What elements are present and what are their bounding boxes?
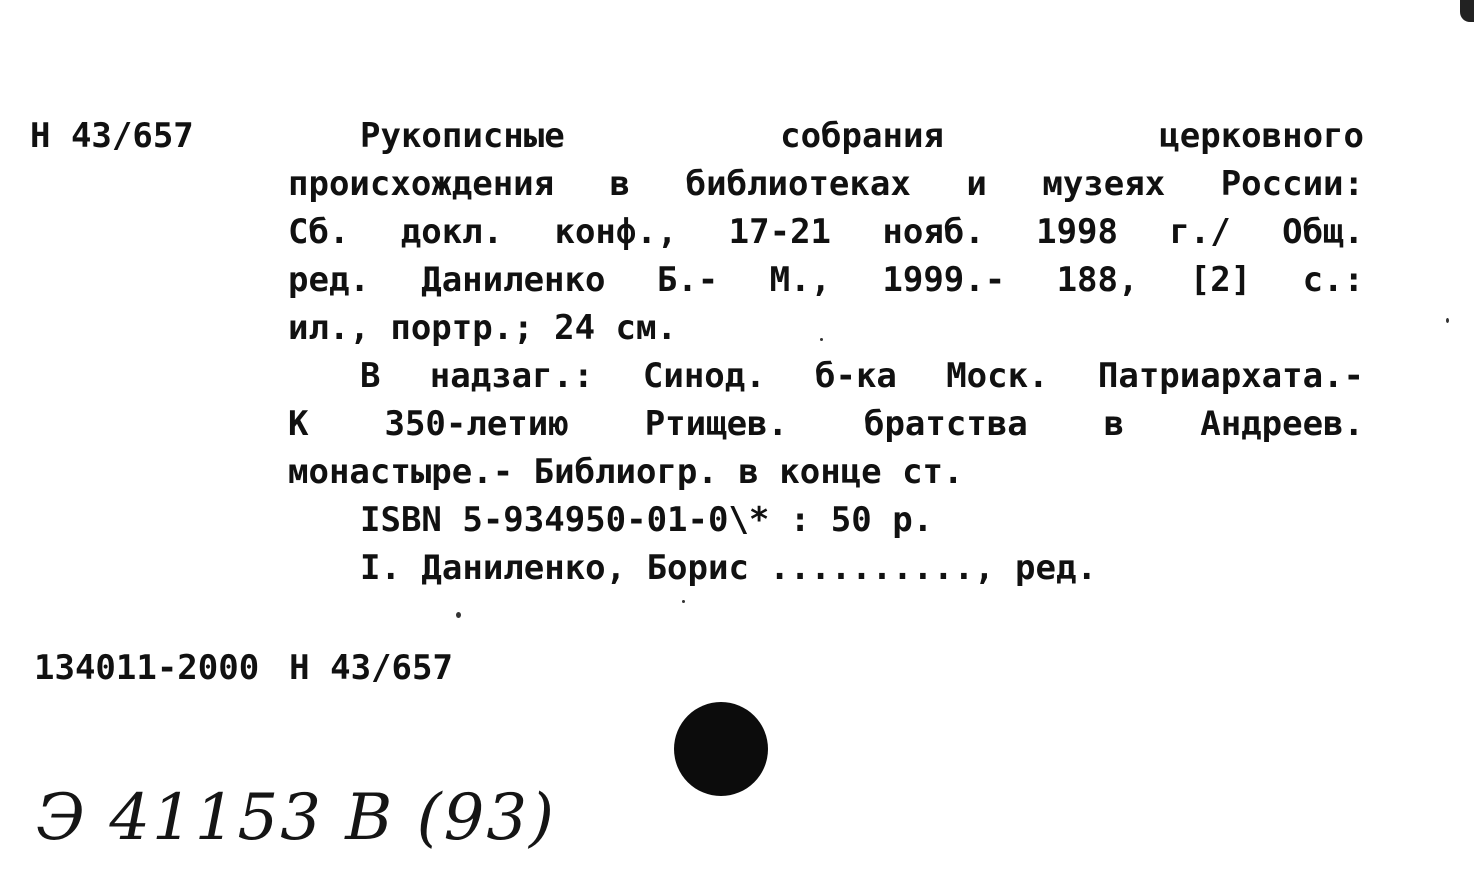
footer-shelfmark: Н 43/657	[289, 648, 453, 688]
entry-line-title-cont: происхождения в библиотеках и музеях России:	[288, 164, 1364, 204]
entry-line-title-start: Рукописные собрания церковного	[360, 116, 1364, 156]
bibliographic-entry	[288, 112, 1364, 592]
edge-mark	[1460, 0, 1474, 22]
entry-line-physical: ил., портр.; 24 см.	[288, 308, 677, 348]
entry-line-note-cont: К 350-летию Ртищев. братства в Андреев.	[288, 404, 1364, 444]
shelfmark: Н 43/657	[30, 116, 194, 156]
handwritten-note: Э 41153 В (93)	[36, 781, 556, 855]
entry-line-note-end: монастыре.- Библиогр. в конце ст.	[288, 452, 964, 492]
scan-speck	[1446, 318, 1449, 323]
entry-line-isbn: ISBN 5-934950-01-0\* : 50 р.	[360, 500, 934, 540]
entry-line-conference: Сб. докл. конф., 17-21 нояб. 1998 г./ Общ.	[288, 212, 1364, 252]
entry-line-editor: I. Даниленко, Борис .........., ред.	[360, 548, 1097, 588]
scan-speck	[820, 338, 823, 341]
entry-line-note-start: В надзаг.: Синод. б-ка Моск. Патриархата.-	[360, 356, 1364, 396]
scan-speck	[682, 600, 685, 603]
punched-hole-mark	[674, 702, 768, 796]
scan-speck	[456, 612, 461, 618]
card-footer	[34, 644, 453, 692]
entry-line-imprint: ред. Даниленко Б.- М., 1999.- 188, [2] с.:	[288, 260, 1364, 300]
accession-number: 134011-2000	[34, 648, 260, 688]
